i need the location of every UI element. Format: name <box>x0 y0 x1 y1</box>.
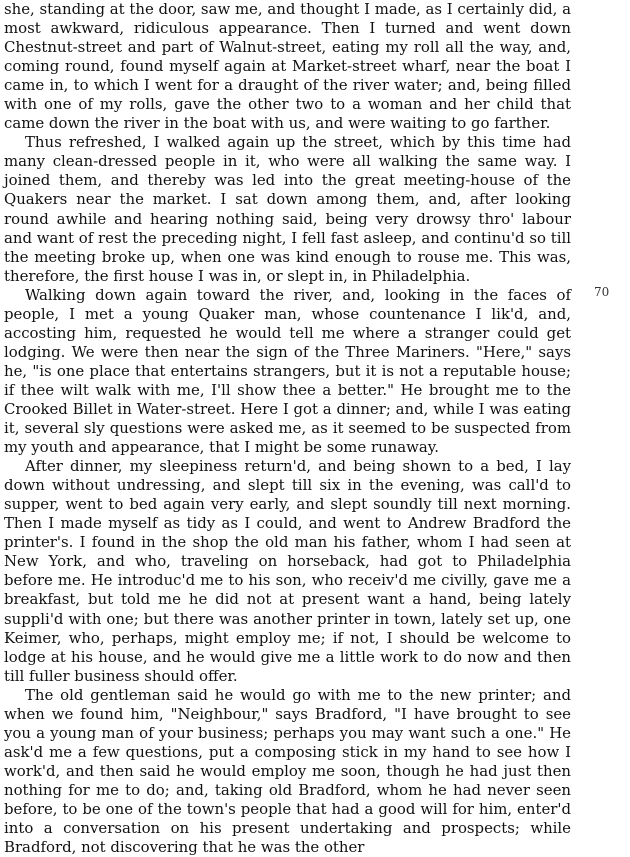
margin-line-number: 70 <box>594 285 610 299</box>
paragraph-4: After dinner, my sleepiness return'd, and being shown to a bed, I lay down without undressing, and slept till six in the evening, was call'd to supper, went to bed again very early, and slept soundly till next morning. Then I made myself as tidy as I could, and went to Andrew Bradford the printer's. I found in the shop the old man his father, whom I had seen at New York, and who, traveling on horseback, had got to Philadelphia before me. He introduc'd me to his son, who receiv'd me civilly, gave me a breakfast, but told me he did not at present want a hand, being lately suppli'd with one; but there was another printer in town, lately set up, one Keimer, who, perhaps, might employ me; if not, I should be welcome to lodge at his house, and he would give me a little work to do now and then till fuller business should offer. <box>4 457 571 685</box>
document-body <box>4 0 571 857</box>
paragraph-2: Thus refreshed, I walked again up the street, which by this time had many clean-dressed people in it, who were all walking the same way. I joined them, and thereby was led into the great meeting-house of the Quakers near the market. I sat down among them, and, after looking round awhile and hearing nothing said, being very drowsy thro' labour and want of rest the preceding night, I fell fast asleep, and continu'd so till the meeting broke up, when one was kind enough to rouse me. This was, therefore, the first house I was in, or slept in, in Philadelphia. <box>4 133 571 285</box>
paragraph-1: she, standing at the door, saw me, and thought I made, as I certainly did, a most awkward, ridiculous appearance. Then I turned and went down Chestnut-street and part of Walnut-street, eating my roll all the way, and, coming round, found myself again at Market-street wharf, near the boat I came in, to which I went for a draught of the river water; and, being filled with one of my rolls, gave the other two to a woman and her child that came down the river in the boat with us, and were waiting to go farther. <box>4 0 571 133</box>
paragraph-5: The old gentleman said he would go with me to the new printer; and when we found him, "Neighbour," says Bradford, "I have brought to see you a young man of your business; perhaps you may want such a one." He ask'd me a few questions, put a composing stick in my hand to see how I work'd, and then said he would employ me soon, though he had just then nothing for me to do; and, taking old Bradford, whom he had never seen before, to be one of the town's people that had a good will for him, enter'd into a conversation on his present undertaking and prospects; while Bradford, not discovering that he was the other <box>4 685 571 857</box>
paragraph-3: Walking down again toward the river, and, looking in the faces of people, I met a young Quaker man, whose countenance I lik'd, and, accosting him, requested he would tell me where a stranger could get lodging. We were then near the sign of the Three Mariners. "Here," says he, "is one place that entertains strangers, but it is not a reputable house; if thee wilt walk with me, I'll show thee a better." He brought me to the Crooked Billet in Water-street. Here I got a dinner; and, while I was eating it, several sly questions were asked me, as it seemed to be suspected from my youth and appearance, that I might be some runaway. <box>4 285 571 457</box>
